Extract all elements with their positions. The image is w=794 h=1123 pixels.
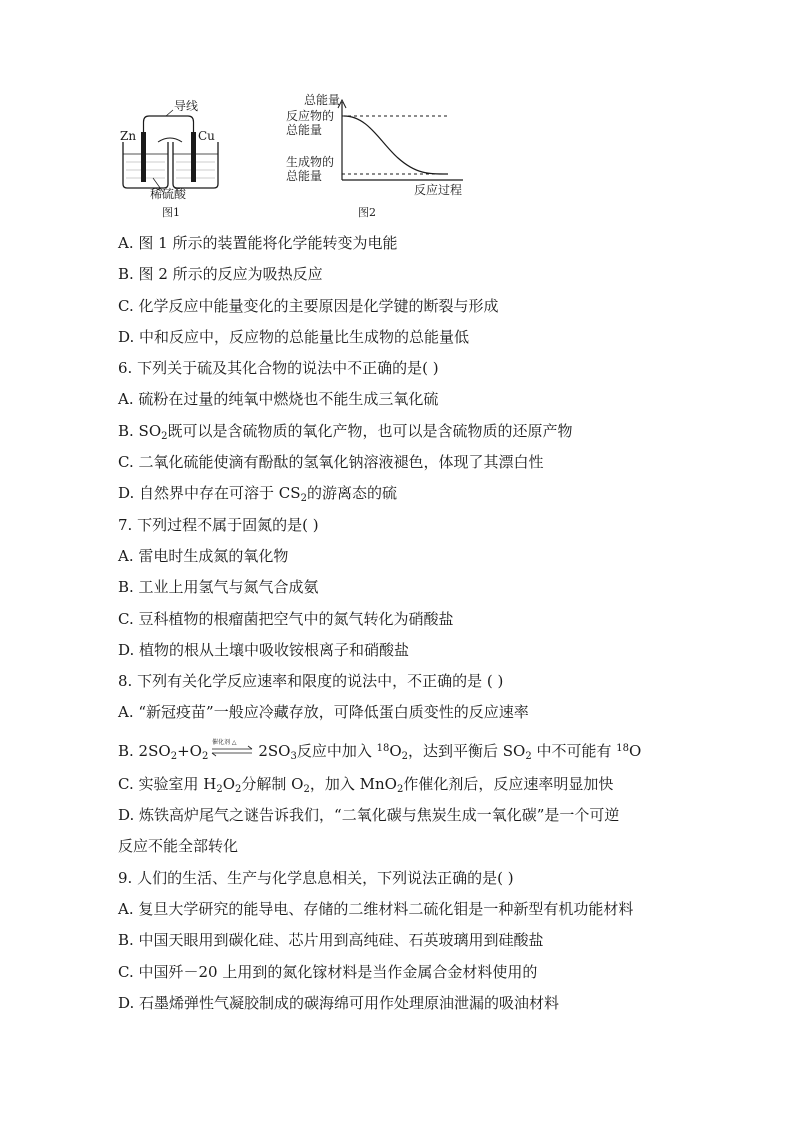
eq-part: B. 2SO [118,741,171,760]
eq-part: 分解制 O [241,774,304,793]
option-5c: C. 化学反应中能量变化的主要原因是化学键的断裂与形成 [118,296,499,315]
option-8d: D. 炼铁高炉尾气之谜告诉我们，“二氧化碳与焦炭生成一氧化碳”是一个可逆 [118,806,620,825]
eq-part: 中不可能有 [531,741,617,760]
option-9a: A. 复旦大学研究的能导电、存储的二维材料二硫化钼是一种新型有机功能材料 [118,899,634,918]
subscript: 2 [525,750,532,762]
eq-part: O [389,741,402,760]
eq-part: O [222,774,236,793]
eq-part: O [629,741,642,760]
option-9b: B. 中国天眼用到碳化硅、芯片用到高纯硅、石英玻璃用到硅酸盐 [118,931,544,950]
option-6d [118,478,718,509]
option-6a: A. 硫粉在过量的纯氧中燃烧也不能生成三氧化硫 [118,390,439,409]
subscript: 2 [401,750,409,762]
eq-part: ，达到平衡后 SO [408,741,526,760]
option-7b: B. 工业上用氢气与氮气合成氨 [118,578,319,597]
fig1-wire-label: 导线 [174,99,199,113]
fig2-x-title: 反应过程 [414,183,463,197]
fig1-cu-label: Cu [198,129,215,143]
fig2-reactant-label-2: 总能量 [286,123,323,137]
question-7: 7. 下列过程不属于固氮的是( ) [118,515,319,534]
fig2-product-label-1: 生成物的 [286,155,335,169]
option-6c: C. 二氧化硫能使滴有酚酞的氢氧化钠溶液褪色，体现了其漂白性 [118,453,544,472]
question-6: 6. 下列关于硫及其化合物的说法中不正确的是( ) [118,359,439,378]
question-8: 8. 下列有关化学反应速率和限度的说法中，不正确的是 ( ) [118,672,504,691]
arrow-condition: 催化剂 △ [212,738,237,746]
option-5d: D. 中和反应中，反应物的总能量比生成物的总能量低 [118,327,470,346]
figure-svg [118,92,478,222]
fig2-y-title: 总能量 [304,93,341,107]
subscript: 2 [216,783,223,795]
option-6b [118,416,718,447]
subscript: 2 [235,783,242,795]
fig1-zn-label: Zn [120,129,137,143]
subscript: 2 [303,783,310,795]
figures-area [118,92,478,222]
eq-part: ，加入 MnO [309,774,397,793]
option-6b-prefix: B. SO [118,421,162,440]
option-8c [118,769,718,800]
eq-part: 2SO [258,741,291,760]
superscript: 18 [616,742,630,754]
fig2-product-label-2: 总能量 [286,169,323,183]
subscript: 2 [161,430,168,442]
option-7c: C. 豆科植物的根瘤菌把空气中的氮气转化为硝酸盐 [118,609,454,628]
reversible-arrow-icon [208,738,258,762]
option-6d-rest: 的游离态的硫 [306,484,397,503]
eq-part: C. 实验室用 H [118,774,217,793]
eq-part: +O [177,741,202,760]
option-6b-rest: 既可以是含硫物质的氧化产物，也可以是含硫物质的还原产物 [167,421,573,440]
fig1-caption: 图1 [162,206,180,219]
option-8b [118,729,718,769]
option-9c: C. 中国歼－20 上用到的氮化镓材料是当作金属合金材料使用的 [118,962,538,981]
fig2-caption: 图2 [358,206,376,219]
option-8a: A. “新冠疫苗”一般应冷藏存放，可降低蛋白质变性的反应速率 [118,703,529,722]
option-7a: A. 雷电时生成氮的氧化物 [118,546,289,565]
fig2-reactant-label-1: 反应物的 [286,109,335,123]
option-6d-prefix: D. 自然界中存在可溶于 CS [118,484,301,503]
question-9: 9. 人们的生活、生产与化学息息相关，下列说法正确的是( ) [118,868,514,887]
subscript: 2 [396,783,404,795]
subscript: 2 [170,750,178,762]
option-5b: B. 图 2 所示的反应为吸热反应 [118,265,323,284]
option-8d-continued: 反应不能全部转化 [118,837,239,856]
fig2-energy-diagram [338,100,463,180]
superscript: 18 [376,742,390,754]
option-9d: D. 石墨烯弹性气凝胶制成的碳海绵可用作处理原油泄漏的吸油材料 [118,993,560,1012]
subscript: 2 [300,493,307,505]
fig1-cell-diagram [123,110,218,192]
fig1-acid-label: 稀硫酸 [150,187,187,201]
subscript: 2 [201,750,209,762]
option-5a: A. 图 1 所示的装置能将化学能转变为电能 [118,234,398,252]
eq-part: 反应中加入 [296,741,377,760]
question-text [118,228,718,1019]
subscript: 3 [290,750,297,762]
eq-part: 作催化剂后，反应速率明显加快 [403,774,614,793]
option-7d: D. 植物的根从土壤中吸收铵根离子和硝酸盐 [118,640,410,659]
